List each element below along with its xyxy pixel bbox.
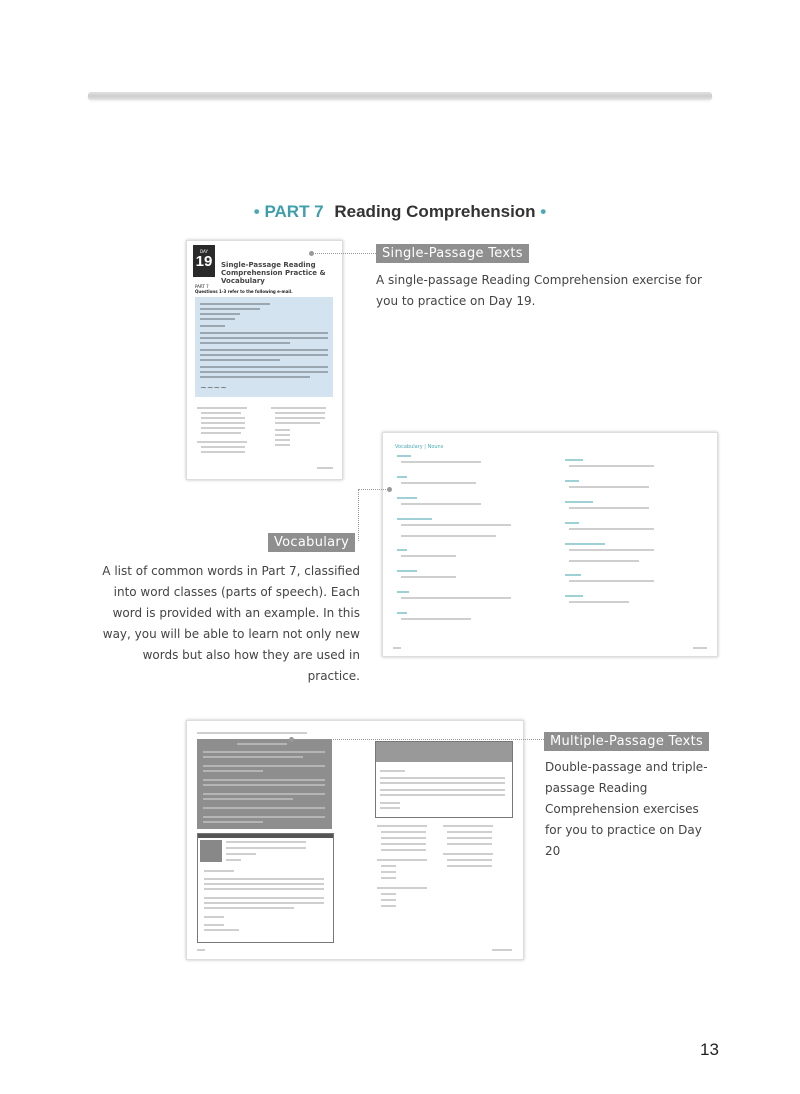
page-number: 13 (700, 1040, 719, 1059)
connector-line-vertical (358, 489, 359, 541)
vocabulary-tag: Vocabulary (268, 533, 355, 552)
signature: ~~~~ (200, 383, 227, 392)
vocab-heading: Vocabulary | Nouns (395, 444, 444, 450)
multiple-passage-tag: Multiple-Passage Texts (544, 732, 709, 751)
part-text: PART 7 (195, 284, 209, 289)
bullet-right: • (540, 202, 547, 221)
page-title (0, 202, 800, 222)
day19-page-thumbnail (186, 240, 343, 480)
day-badge: DAY 19 (193, 245, 215, 277)
single-passage-tag: Single-Passage Texts (376, 244, 529, 263)
email-window-box (197, 833, 334, 943)
email-passage-box (195, 297, 333, 397)
part-label: PART 7 (264, 202, 324, 221)
section-title: Reading Comprehension (334, 202, 536, 221)
connector-line (312, 253, 376, 254)
vocabulary-description: A list of common words in Part 7, classified into word classes (parts of speech). Each word is provided with an example. In this way, you will be able to learn not only new words but also how they are used in practice. (102, 564, 360, 683)
day-title: Single-Passage Reading Comprehension Practice & Vocabulary (221, 261, 326, 285)
top-divider-bar (88, 92, 712, 100)
article-box (197, 739, 332, 829)
connector-line (358, 489, 388, 490)
instruction-text: Questions 1-3 refer to the following e-mail. (195, 289, 293, 294)
single-passage-description: A single-passage Reading Comprehension exercise for you to practice on Day 19. (376, 273, 702, 308)
connector-line (292, 739, 544, 740)
day20-spread-thumbnail (186, 720, 524, 960)
vocabulary-page-thumbnail (382, 432, 718, 657)
multiple-passage-description: Double-passage and triple-passage Reading Comprehension exercises for you to practice on Day 20 (545, 760, 708, 858)
second-email-box (375, 741, 513, 818)
bullet-left: • (253, 202, 260, 221)
